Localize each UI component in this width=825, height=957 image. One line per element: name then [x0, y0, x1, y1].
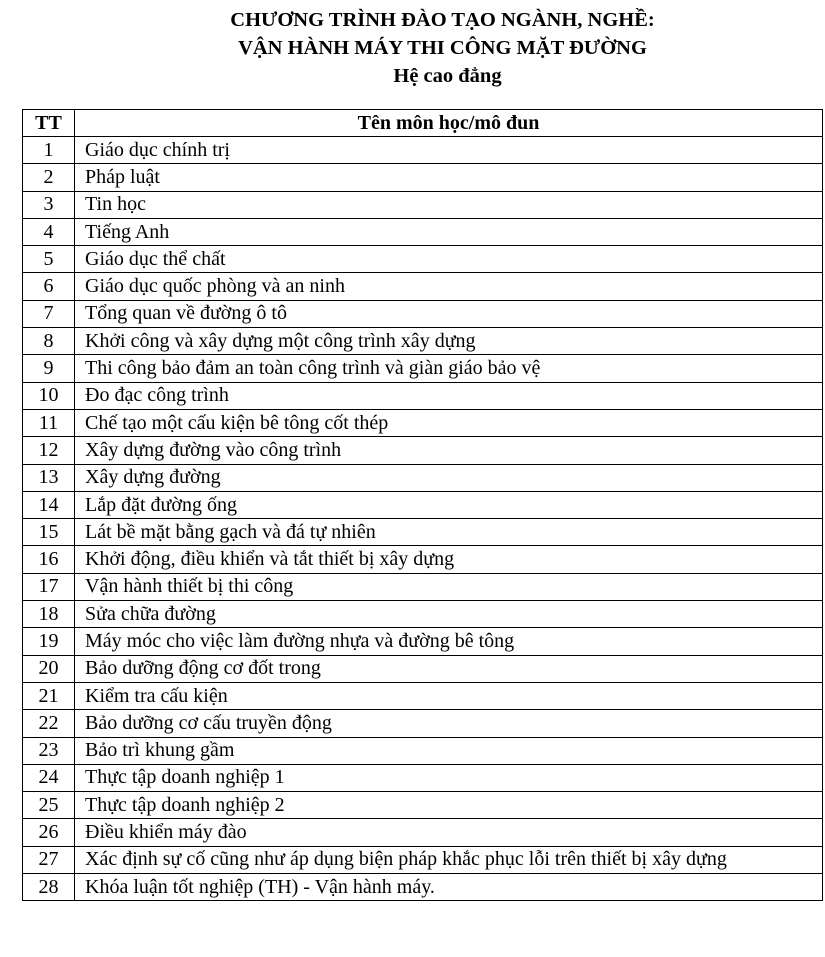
- table-row: [23, 437, 823, 464]
- subject-name: Thực tập doanh nghiệp 2: [75, 792, 823, 819]
- row-number: 4: [23, 218, 75, 245]
- title-line-2: VẬN HÀNH MÁY THI CÔNG MẶT ĐƯỜNG: [238, 37, 647, 59]
- table-row: [23, 737, 823, 764]
- subject-name: Thi công bảo đảm an toàn công trình và giàn giáo bảo vệ: [75, 355, 823, 382]
- table-row: [23, 655, 823, 682]
- subject-name: Xây dựng đường vào công trình: [75, 437, 823, 464]
- subject-name: Bảo trì khung gầm: [75, 737, 823, 764]
- subject-name: Giáo dục chính trị: [75, 137, 823, 164]
- subject-name: Xây dựng đường: [75, 464, 823, 491]
- row-number: 20: [23, 655, 75, 682]
- table-row: [23, 164, 823, 191]
- row-number: 27: [23, 846, 75, 873]
- table-row: [23, 546, 823, 573]
- table-body: [23, 137, 823, 901]
- row-number: 2: [23, 164, 75, 191]
- row-number: 1: [23, 137, 75, 164]
- row-number: 25: [23, 792, 75, 819]
- table-row: [23, 601, 823, 628]
- subject-name: Khởi động, điều khiển và tắt thiết bị xây dựng: [75, 546, 823, 573]
- row-number: 6: [23, 273, 75, 300]
- subject-name: Giáo dục thể chất: [75, 246, 823, 273]
- subject-name: Bảo dưỡng cơ cấu truyền động: [75, 710, 823, 737]
- table-row: [23, 874, 823, 901]
- table-row: [23, 573, 823, 600]
- subject-name: Chế tạo một cấu kiện bê tông cốt thép: [75, 409, 823, 436]
- subject-name: Pháp luật: [75, 164, 823, 191]
- row-number: 22: [23, 710, 75, 737]
- table-row: [23, 792, 823, 819]
- table-row: [23, 300, 823, 327]
- title-line-1: CHƯƠNG TRÌNH ĐÀO TẠO NGÀNH, NGHỀ:: [230, 9, 655, 31]
- row-number: 19: [23, 628, 75, 655]
- table-row: [23, 519, 823, 546]
- subject-name: Khởi công và xây dựng một công trình xây dựng: [75, 328, 823, 355]
- subject-name: Vận hành thiết bị thi công: [75, 573, 823, 600]
- subject-name: Bảo dưỡng động cơ đốt trong: [75, 655, 823, 682]
- row-number: 24: [23, 764, 75, 791]
- table-row: [23, 628, 823, 655]
- table-row: [23, 218, 823, 245]
- subjects-table: [22, 109, 823, 901]
- subject-name: Sửa chữa đường: [75, 601, 823, 628]
- table-row: [23, 846, 823, 873]
- row-number: 3: [23, 191, 75, 218]
- table-row: [23, 382, 823, 409]
- document-header: [0, 6, 825, 90]
- row-number: 5: [23, 246, 75, 273]
- subject-name: Điều khiển máy đào: [75, 819, 823, 846]
- column-header-name: Tên môn học/mô đun: [75, 110, 823, 137]
- table-row: [23, 355, 823, 382]
- row-number: 14: [23, 491, 75, 518]
- subject-name: Xác định sự cố cũng như áp dụng biện pháp khắc phục lỗi trên thiết bị xây dựng: [75, 846, 823, 873]
- row-number: 21: [23, 682, 75, 709]
- table-row: [23, 819, 823, 846]
- table-row: [23, 464, 823, 491]
- subject-name: Khóa luận tốt nghiệp (TH) - Vận hành máy.: [75, 874, 823, 901]
- subtitle: Hệ cao đẳng: [393, 65, 502, 87]
- table-row: [23, 273, 823, 300]
- table-row: [23, 191, 823, 218]
- row-number: 26: [23, 819, 75, 846]
- row-number: 18: [23, 601, 75, 628]
- subject-name: Kiểm tra cấu kiện: [75, 682, 823, 709]
- subject-name: Lát bề mặt bằng gạch và đá tự nhiên: [75, 519, 823, 546]
- table-row: [23, 764, 823, 791]
- subject-name: Lắp đặt đường ống: [75, 491, 823, 518]
- row-number: 16: [23, 546, 75, 573]
- row-number: 13: [23, 464, 75, 491]
- row-number: 10: [23, 382, 75, 409]
- table-row: [23, 246, 823, 273]
- row-number: 12: [23, 437, 75, 464]
- subject-name: Máy móc cho việc làm đường nhựa và đường bê tông: [75, 628, 823, 655]
- table-row: [23, 409, 823, 436]
- table-row: [23, 137, 823, 164]
- table-row: [23, 491, 823, 518]
- table-header-row: [23, 110, 823, 137]
- subject-name: Tin học: [75, 191, 823, 218]
- table-row: [23, 682, 823, 709]
- row-number: 15: [23, 519, 75, 546]
- row-number: 28: [23, 874, 75, 901]
- row-number: 11: [23, 409, 75, 436]
- subject-name: Tổng quan về đường ô tô: [75, 300, 823, 327]
- subject-name: Đo đạc công trình: [75, 382, 823, 409]
- table-row: [23, 328, 823, 355]
- row-number: 7: [23, 300, 75, 327]
- subject-name: Tiếng Anh: [75, 218, 823, 245]
- subject-name: Giáo dục quốc phòng và an ninh: [75, 273, 823, 300]
- row-number: 9: [23, 355, 75, 382]
- row-number: 23: [23, 737, 75, 764]
- row-number: 17: [23, 573, 75, 600]
- row-number: 8: [23, 328, 75, 355]
- column-header-tt: TT: [23, 110, 75, 137]
- subject-name: Thực tập doanh nghiệp 1: [75, 764, 823, 791]
- table-row: [23, 710, 823, 737]
